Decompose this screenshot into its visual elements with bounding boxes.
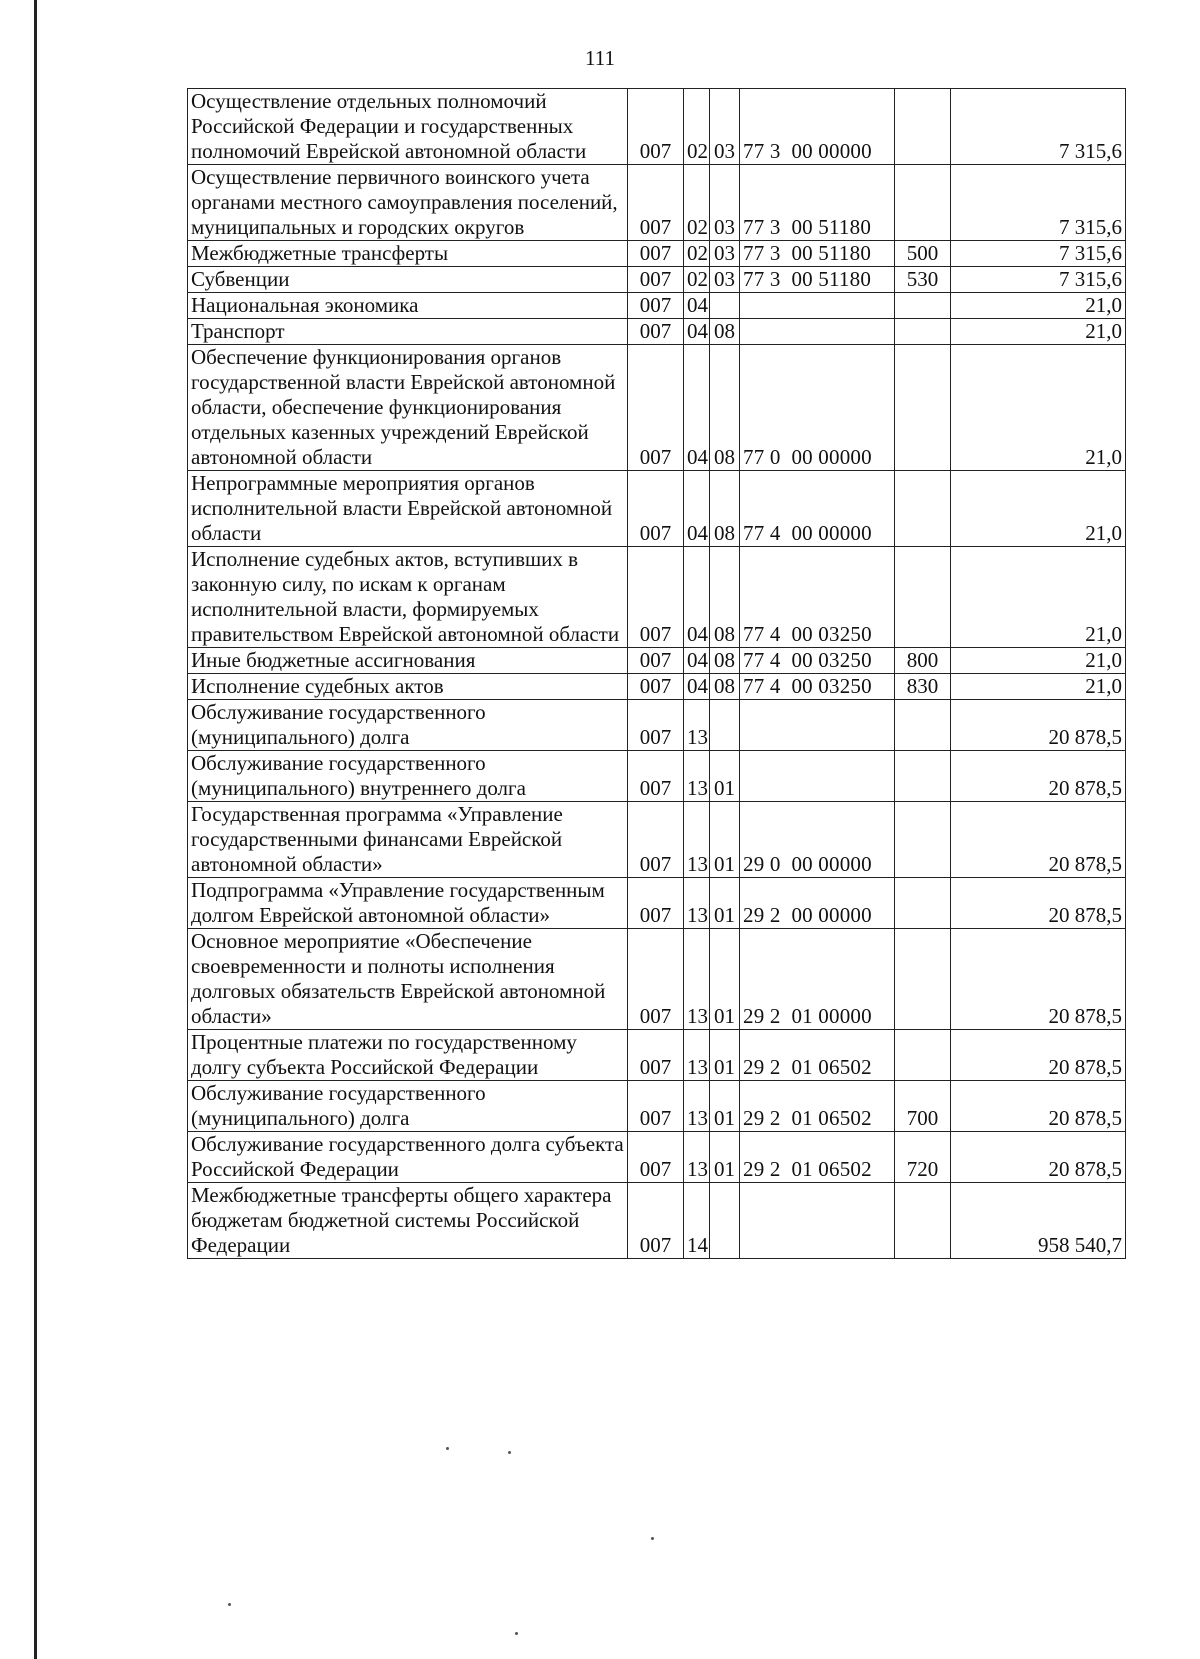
row-target-article-cell: 77 3 00 51180 xyxy=(740,241,895,267)
row-section-cell: 13 xyxy=(684,878,710,929)
row-section-cell: 13 xyxy=(684,700,710,751)
row-name-cell: Обслуживание государственного долга субъекта Российской Федерации xyxy=(188,1132,628,1183)
row-subsection-cell: 08 xyxy=(710,547,740,648)
row-amount-cell: 20 878,5 xyxy=(951,1132,1126,1183)
row-name-cell: Обслуживание государственного (муниципального) внутреннего долга xyxy=(188,751,628,802)
row-amount-cell: 20 878,5 xyxy=(951,878,1126,929)
row-expense-type-cell: 720 xyxy=(895,1132,951,1183)
table-row xyxy=(188,1030,1126,1081)
row-section-cell: 02 xyxy=(684,89,710,165)
row-subsection-cell: 01 xyxy=(710,1030,740,1081)
row-expense-type-cell xyxy=(895,319,951,345)
row-expense-type-cell xyxy=(895,547,951,648)
row-target-article-cell xyxy=(740,751,895,802)
row-expense-type-cell: 700 xyxy=(895,1081,951,1132)
table-row xyxy=(188,700,1126,751)
table-row xyxy=(188,929,1126,1030)
row-name-cell: Обслуживание государственного (муниципального) долга xyxy=(188,700,628,751)
row-subsection-cell: 08 xyxy=(710,319,740,345)
row-subsection-cell: 03 xyxy=(710,241,740,267)
row-grbs-cell: 007 xyxy=(628,471,684,547)
budget-table xyxy=(187,88,1126,1259)
row-section-cell: 04 xyxy=(684,471,710,547)
row-name-cell: Исполнение судебных актов xyxy=(188,674,628,700)
row-amount-cell: 20 878,5 xyxy=(951,700,1126,751)
row-name-cell: Межбюджетные трансферты общего характера бюджетам бюджетной системы Российской Федерации xyxy=(188,1183,628,1259)
row-grbs-cell: 007 xyxy=(628,751,684,802)
row-subsection-cell: 01 xyxy=(710,751,740,802)
row-expense-type-cell xyxy=(895,165,951,241)
row-target-article-cell: 77 4 00 03250 xyxy=(740,648,895,674)
row-expense-type-cell xyxy=(895,345,951,471)
row-amount-cell: 20 878,5 xyxy=(951,751,1126,802)
row-subsection-cell xyxy=(710,700,740,751)
row-subsection-cell: 03 xyxy=(710,89,740,165)
row-target-article-cell: 29 2 01 06502 xyxy=(740,1132,895,1183)
table-row xyxy=(188,878,1126,929)
table-row xyxy=(188,319,1126,345)
row-expense-type-cell: 800 xyxy=(895,648,951,674)
row-expense-type-cell: 830 xyxy=(895,674,951,700)
row-amount-cell: 21,0 xyxy=(951,648,1126,674)
row-amount-cell: 21,0 xyxy=(951,674,1126,700)
row-grbs-cell: 007 xyxy=(628,1081,684,1132)
row-expense-type-cell xyxy=(895,751,951,802)
row-grbs-cell: 007 xyxy=(628,1183,684,1259)
row-grbs-cell: 007 xyxy=(628,802,684,878)
row-section-cell: 04 xyxy=(684,547,710,648)
row-expense-type-cell: 500 xyxy=(895,241,951,267)
row-amount-cell: 20 878,5 xyxy=(951,1081,1126,1132)
row-subsection-cell: 08 xyxy=(710,471,740,547)
table-body xyxy=(188,89,1126,1259)
row-amount-cell: 7 315,6 xyxy=(951,241,1126,267)
row-section-cell: 04 xyxy=(684,319,710,345)
row-name-cell: Процентные платежи по государственному долгу субъекта Российской Федерации xyxy=(188,1030,628,1081)
row-target-article-cell: 29 2 01 00000 xyxy=(740,929,895,1030)
row-expense-type-cell xyxy=(895,878,951,929)
row-name-cell: Обеспечение функционирования органов государственной власти Еврейской автономной области, обеспечение функционирования отдельных казенных учреждений Еврейской автономной области xyxy=(188,345,628,471)
row-subsection-cell: 01 xyxy=(710,1132,740,1183)
row-grbs-cell: 007 xyxy=(628,267,684,293)
row-target-article-cell: 77 4 00 03250 xyxy=(740,674,895,700)
table-row xyxy=(188,293,1126,319)
table-row xyxy=(188,345,1126,471)
row-section-cell: 13 xyxy=(684,751,710,802)
row-subsection-cell xyxy=(710,293,740,319)
row-section-cell: 02 xyxy=(684,241,710,267)
row-section-cell: 04 xyxy=(684,293,710,319)
table-row xyxy=(188,1183,1126,1259)
row-target-article-cell: 29 2 00 00000 xyxy=(740,878,895,929)
row-grbs-cell: 007 xyxy=(628,700,684,751)
row-grbs-cell: 007 xyxy=(628,319,684,345)
row-grbs-cell: 007 xyxy=(628,89,684,165)
row-grbs-cell: 007 xyxy=(628,929,684,1030)
row-expense-type-cell xyxy=(895,293,951,319)
row-amount-cell: 20 878,5 xyxy=(951,1030,1126,1081)
table-row xyxy=(188,547,1126,648)
row-target-article-cell: 77 3 00 51180 xyxy=(740,165,895,241)
row-expense-type-cell xyxy=(895,802,951,878)
scan-speck xyxy=(228,1603,231,1606)
row-expense-type-cell xyxy=(895,1030,951,1081)
row-amount-cell: 20 878,5 xyxy=(951,929,1126,1030)
scan-edge-line xyxy=(34,0,37,1659)
table-row xyxy=(188,802,1126,878)
table-row xyxy=(188,1132,1126,1183)
row-target-article-cell xyxy=(740,700,895,751)
row-subsection-cell: 08 xyxy=(710,674,740,700)
table-row xyxy=(188,89,1126,165)
table-row xyxy=(188,241,1126,267)
row-target-article-cell xyxy=(740,319,895,345)
row-expense-type-cell xyxy=(895,1183,951,1259)
row-subsection-cell: 08 xyxy=(710,345,740,471)
row-expense-type-cell xyxy=(895,471,951,547)
row-target-article-cell xyxy=(740,1183,895,1259)
row-name-cell: Межбюджетные трансферты xyxy=(188,241,628,267)
scan-speck xyxy=(515,1632,518,1635)
row-subsection-cell: 03 xyxy=(710,267,740,293)
row-target-article-cell: 29 2 01 06502 xyxy=(740,1081,895,1132)
row-subsection-cell: 01 xyxy=(710,802,740,878)
row-target-article-cell: 77 3 00 51180 xyxy=(740,267,895,293)
row-subsection-cell: 01 xyxy=(710,929,740,1030)
row-grbs-cell: 007 xyxy=(628,165,684,241)
row-grbs-cell: 007 xyxy=(628,648,684,674)
row-target-article-cell: 77 4 00 00000 xyxy=(740,471,895,547)
row-expense-type-cell xyxy=(895,700,951,751)
row-amount-cell: 21,0 xyxy=(951,471,1126,547)
row-grbs-cell: 007 xyxy=(628,674,684,700)
row-grbs-cell: 007 xyxy=(628,878,684,929)
scan-speck xyxy=(508,1451,511,1454)
row-grbs-cell: 007 xyxy=(628,1030,684,1081)
row-target-article-cell: 77 4 00 03250 xyxy=(740,547,895,648)
row-section-cell: 13 xyxy=(684,1132,710,1183)
table-row xyxy=(188,1081,1126,1132)
row-amount-cell: 21,0 xyxy=(951,547,1126,648)
row-amount-cell: 958 540,7 xyxy=(951,1183,1126,1259)
row-section-cell: 14 xyxy=(684,1183,710,1259)
row-section-cell: 13 xyxy=(684,929,710,1030)
row-amount-cell: 20 878,5 xyxy=(951,802,1126,878)
row-grbs-cell: 007 xyxy=(628,547,684,648)
row-name-cell: Субвенции xyxy=(188,267,628,293)
row-subsection-cell: 03 xyxy=(710,165,740,241)
table-row xyxy=(188,267,1126,293)
row-subsection-cell: 08 xyxy=(710,648,740,674)
row-section-cell: 04 xyxy=(684,345,710,471)
row-section-cell: 04 xyxy=(684,648,710,674)
table-row xyxy=(188,648,1126,674)
row-subsection-cell: 01 xyxy=(710,878,740,929)
row-target-article-cell: 29 0 00 00000 xyxy=(740,802,895,878)
scan-speck xyxy=(651,1537,654,1540)
row-expense-type-cell xyxy=(895,929,951,1030)
row-target-article-cell: 77 3 00 00000 xyxy=(740,89,895,165)
row-target-article-cell: 77 0 00 00000 xyxy=(740,345,895,471)
row-amount-cell: 21,0 xyxy=(951,319,1126,345)
row-name-cell: Непрограммные мероприятия органов исполнительной власти Еврейской автономной области xyxy=(188,471,628,547)
row-subsection-cell xyxy=(710,1183,740,1259)
row-amount-cell: 21,0 xyxy=(951,293,1126,319)
row-grbs-cell: 007 xyxy=(628,345,684,471)
row-section-cell: 13 xyxy=(684,802,710,878)
row-section-cell: 04 xyxy=(684,674,710,700)
row-section-cell: 13 xyxy=(684,1081,710,1132)
row-section-cell: 13 xyxy=(684,1030,710,1081)
row-name-cell: Обслуживание государственного (муниципального) долга xyxy=(188,1081,628,1132)
row-amount-cell: 7 315,6 xyxy=(951,89,1126,165)
table-row xyxy=(188,165,1126,241)
row-name-cell: Подпрограмма «Управление государственным долгом Еврейской автономной области» xyxy=(188,878,628,929)
row-expense-type-cell xyxy=(895,89,951,165)
row-grbs-cell: 007 xyxy=(628,1132,684,1183)
row-grbs-cell: 007 xyxy=(628,293,684,319)
row-section-cell: 02 xyxy=(684,165,710,241)
row-name-cell: Основное мероприятие «Обеспечение своевременности и полноты исполнения долговых обязательств Еврейской автономной области» xyxy=(188,929,628,1030)
row-amount-cell: 7 315,6 xyxy=(951,267,1126,293)
row-name-cell: Исполнение судебных актов, вступивших в законную силу, по искам к органам исполнительной власти, формируемых правительством Еврейской автономной области xyxy=(188,547,628,648)
table-row xyxy=(188,751,1126,802)
scan-speck xyxy=(446,1447,449,1450)
row-amount-cell: 21,0 xyxy=(951,345,1126,471)
row-subsection-cell: 01 xyxy=(710,1081,740,1132)
row-amount-cell: 7 315,6 xyxy=(951,165,1126,241)
row-name-cell: Национальная экономика xyxy=(188,293,628,319)
row-name-cell: Транспорт xyxy=(188,319,628,345)
row-target-article-cell: 29 2 01 06502 xyxy=(740,1030,895,1081)
row-name-cell: Осуществление отдельных полномочий Российской Федерации и государственных полномочий Еврейской автономной области xyxy=(188,89,628,165)
row-section-cell: 02 xyxy=(684,267,710,293)
row-name-cell: Иные бюджетные ассигнования xyxy=(188,648,628,674)
table-row xyxy=(188,674,1126,700)
row-target-article-cell xyxy=(740,293,895,319)
page-number: 111 xyxy=(585,46,615,70)
row-name-cell: Государственная программа «Управление государственными финансами Еврейской автономной области» xyxy=(188,802,628,878)
row-name-cell: Осуществление первичного воинского учета органами местного самоуправления поселений, муниципальных и городских округов xyxy=(188,165,628,241)
row-grbs-cell: 007 xyxy=(628,241,684,267)
table-row xyxy=(188,471,1126,547)
row-expense-type-cell: 530 xyxy=(895,267,951,293)
